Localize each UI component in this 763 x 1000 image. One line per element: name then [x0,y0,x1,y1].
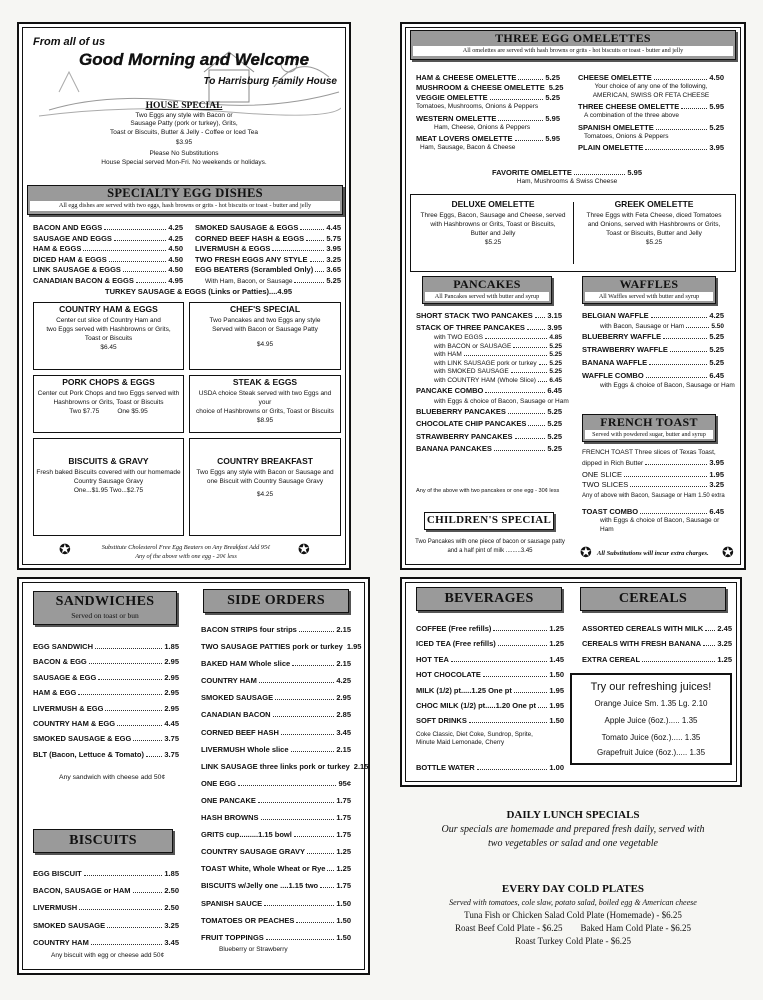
box-line: and Onions, served with Hashbrowns or Grits, [587,221,721,228]
lunch-line: Our specials are homemade and prepared fresh daily, served with [441,824,705,835]
menu-item: THREE CHEESE OMELETTE 5.95 [578,102,724,111]
pancakes-subtitle: All Pancakes served with butter and syrup [425,292,549,301]
box-line: Three Eggs with Feta Cheese, diced Tomatoes [586,212,722,219]
star-icon: ✪ [580,546,592,561]
box-price: $4.25 [256,491,274,498]
menu-item: HASH BROWNS 1.75 [201,813,351,823]
box-line: choice of Hashbrowns or Grits, Toast or Biscuits [196,408,334,415]
menu-item: HAM & CHEESE OMELETTE 5.25 [416,73,560,82]
steak-eggs-box [189,375,341,433]
greek-omelette [576,198,732,268]
menu-item: COUNTRY HAM 3.45 [33,937,179,947]
box-price: $8.95 [256,417,274,424]
menu-item: STRAWBERRY WAFFLE 5.25 [582,345,724,355]
menu-item: ICED TEA (Free refills) 1.25 [416,639,564,649]
menu-item: EGG SANDWICH 1.85 [33,642,179,651]
menu-item: BISCUITS w/Jelly one ....1.15 two 1.75 [201,881,351,891]
menu-item: CHOCOLATE CHIP PANCAKES 5.25 [416,419,562,429]
substitutions-note: All Substitutions will incur extra charges. [597,550,709,557]
menu-item: CEREALS WITH FRESH BANANA 3.25 [582,639,732,649]
box-line: one Biscuit with Country Sausage Gravy [206,478,324,485]
favorite-omelette [492,168,642,187]
biscuits-header [33,829,173,853]
box-line: Toast or Biscuits, Butter and Jelly [606,230,702,237]
specialty-left-list [33,223,183,287]
omelettes-right-list [578,73,724,153]
waffles-list [582,310,735,391]
menu-item: TOMATOES OR PEACHES 1.50 [201,915,351,925]
menu-item: BELGIAN WAFFLE 4.25 [582,311,724,320]
waffles-header [582,276,716,304]
omelettes-left-list [416,73,564,153]
house-special-line: Two Eggs any style with Bacon or [135,111,233,119]
box-title: STEAK & EGGS [232,377,298,387]
sandwiches-list [33,639,179,762]
juice-line: Apple Juice (6oz.)..... 1.35 [604,716,698,725]
lunch-title: DAILY LUNCH SPECIALS [506,809,640,821]
box-line: Fresh baked Biscuits covered with our homemade [36,469,181,476]
menu-item: SAUSAGE & EGG 2.95 [33,672,179,682]
box-price: One...$1.95 Two...$2.75 [73,487,144,494]
cold-plates [400,882,746,948]
box-line: Hashbrowns or Grits, Toast or Biscuits [53,399,164,406]
star-icon: ✪ [722,546,734,561]
menu-item: BACON AND EGGS 4.25 [33,223,183,232]
menu-item: SMOKED SAUSAGE 2.95 [201,693,351,703]
menu-item: PLAIN OMELETTE 3.95 [578,143,724,152]
side-orders-list [201,621,369,954]
menu-item: MEAT LOVERS OMELETTE 5.95 [416,134,560,143]
house-special-line: Toast or Biscuits, Butter & Jelly - Coffee or Iced Tea [110,128,258,136]
french-toast-title: FRENCH TOAST [600,415,698,429]
beverages-title: BEVERAGES [444,591,534,606]
box-title: COUNTRY HAM & EGGS [59,304,158,314]
sandwich-note: Any sandwich with cheese add 50¢ [59,774,166,781]
menu-item: BACON STRIPS four strips 2.15 [201,625,351,634]
beverages-panel [400,577,742,787]
item-desc: Tomatoes, Onions & Peppers [584,132,669,140]
box-line: with Hashbrowns or Grits, Toast or Biscuits, [430,221,556,228]
menu-item: BLT (Bacon, Lettuce & Tomato) 3.75 [33,749,179,759]
menu-item: TOAST COMBO 6.45 [582,507,724,517]
box-title: COUNTRY BREAKFAST [217,456,313,466]
menu-item: BANANA PANCAKES 5.25 [416,443,562,453]
menu-item: TWO FRESH EGGS ANY STYLE 3.25 [195,254,341,264]
box-line: Butter and Jelly [470,230,516,237]
side-orders-title: SIDE ORDERS [227,593,325,608]
item-note: Any of above with Bacon, Sausage or Ham 1.50 extra [582,492,725,499]
menu-item: LIVERMUSH & EGG 2.95 [33,703,179,713]
beverages-list [416,621,564,729]
menu-item: WAFFLE COMBO 6.45 [582,370,724,380]
menu-item: LIVERMUSH & EGGS 3.95 [195,244,341,254]
divider [573,202,574,264]
box-title: CHEF'S SPECIAL [229,304,301,314]
menu-item: COUNTRY HAM & EGG 4.45 [33,719,179,729]
biscuits-title: BISCUITS [69,833,137,848]
box-price: $4.95 [256,341,274,348]
menu-item: with HAM 5.25 [434,351,562,359]
menu-item: GRITS cup.........1.15 bowl 1.75 [201,830,351,840]
menu-item: HAM & EGG 2.95 [33,688,179,698]
menu-item: VEGGIE OMELETTE 5.25 [416,93,560,102]
menu-item: TWO SLICES 3.25 [582,480,724,490]
menu-item: With Ham, Bacon, or Sausage 5.25 [205,275,341,285]
juice-line: Tomato Juice (6oz.)..... 1.35 [601,733,701,742]
menu-item: with BACON or SAUSAGE 5.25 [434,342,562,350]
item-desc: Ham, Mushrooms & Swiss Cheese [516,178,618,185]
omelettes-title: THREE EGG OMELETTES [495,31,651,45]
menu-item: CANADIAN BACON & EGGS 4.95 [33,275,183,285]
menu-item: CHOC MILK (1/2) pt.....1.20 One pt 1.95 [416,701,564,711]
bottle-water [416,763,564,774]
side-orders-header [203,589,349,613]
box-line: Center cut slice of Country Ham and [56,317,161,324]
specialty-subtitle: All egg dishes are served with two eggs, hash browns or grits - hot biscuits or toast - butter and jelly [30,201,340,211]
pancakes-header [422,276,552,304]
menu-item: ONE EGG 95¢ [201,778,351,788]
waffles-subtitle: All Waffles served with butter and syrup [585,292,713,301]
menu-item: dipped in Rich Butter 3.95 [582,458,724,468]
menu-item: SPANISH OMELETTE 5.25 [578,122,724,132]
house-special-note: Please No Substitutions [149,149,219,157]
menu-item: SMOKED SAUSAGE 3.25 [33,920,179,930]
menu-item: ASSORTED CEREALS WITH MILK 2.45 [582,624,732,633]
french-toast-subtitle: Served with powdered sugar, butter and syrup [585,430,713,439]
juices-title: Try our refreshing juices! [590,681,712,693]
box-price: $5.25 [645,239,663,246]
lunch-specials [400,808,746,851]
menu-item: SPANISH SAUCE 1.50 [201,898,351,908]
menu-item: with Eggs & choice of Bacon, Sausage or Ham [434,397,569,405]
waffles-title: WAFFLES [619,277,679,291]
house-special-price: $3.95 [175,139,193,147]
menu-item: FRUIT TOPPINGS 1.50 [201,932,351,942]
box-line: USDA choice Steak served with two Eggs and your [198,390,332,406]
cereals-title: CEREALS [618,591,688,606]
childrens-line: Two Pancakes with one piece of bacon or sausage patty [415,539,565,545]
house-special-title: HOUSE SPECIAL [145,101,223,111]
sandwiches-subtitle: Served on toast or bun [71,611,139,620]
menu-item: HAM & EGGS 4.50 [33,244,183,254]
box-line: two Eggs served with Hashbrowns or Grits, [46,326,171,333]
house-special [99,102,269,167]
box-line: Country Sausage Gravy [73,478,144,485]
breakfast-panel [17,22,351,570]
menu-item: SMOKED SAUSAGE & EGGS 4.45 [195,223,341,232]
menu-item: BOTTLE WATER 1.00 [416,763,564,772]
star-icon: ✪ [298,543,310,558]
biscuit-note: Any biscuit with egg or cheese add 50¢ [51,952,165,959]
menu-item: BAKED HAM Whole slice 2.15 [201,659,351,669]
box-title: PORK CHOPS & EGGS [62,377,155,387]
juice-line: Orange Juice Sm. 1.35 Lg. 2.10 [594,699,708,708]
french-toast-header [582,414,716,442]
soft-drinks-desc: Coke Classic, Diet Coke, Sundrop, Sprite, Minute Maid Lemonade, Cherry [416,731,533,746]
menu-item: ONE PANCAKE 1.75 [201,795,351,805]
menu-item: STACK OF THREE PANCAKES 3.95 [416,323,562,333]
menu-item: with TWO EGGS 4.85 [434,334,562,342]
beverages-header [416,587,562,611]
menu-item: DICED HAM & EGGS 4.50 [33,254,183,264]
menu-item: LIVERMUSH 2.50 [33,903,179,913]
menu-item: BLUEBERRY WAFFLE 5.25 [582,332,724,342]
omelettes-subtitle: All omelettes are served with hash browns or grits - hot biscuits or toast - butter and jelly [413,46,733,56]
omelettes-header [410,30,736,60]
menu-item: with Bacon, Sausage or Ham 5.50 [600,322,724,330]
menu-item: CORNED BEEF HASH & EGGS 5.75 [195,233,341,243]
house-special-note: House Special served Mon-Fri. No weekends or holidays. [101,158,267,166]
specialty-right-list [195,223,341,288]
menu-item: LINK SAUSAGE three links pork or turkey 2.15 [201,761,369,771]
menu-item: EGG BISCUIT 1.85 [33,869,179,878]
menu-item: HOT CHOCOLATE 1.50 [416,670,564,680]
country-ham-box [33,302,184,370]
menu-item: STRAWBERRY PANCAKES 5.25 [416,431,562,441]
menu-item: MUSHROOM & CHEESE OMELETTE 5.25 [416,83,564,92]
header-from: From all of us [33,36,106,48]
cold-line: Served with tomatoes, cole slaw, potato salad, boiled egg & American cheese [449,898,697,907]
box-line: Served with Bacon or Sausage Patty [212,326,318,333]
menu-item: BACON & EGG 2.95 [33,657,179,667]
country-breakfast-box [189,438,341,536]
left-footer [77,543,295,561]
box-line: Three Eggs, Bacon, Sausage and Cheese, served [420,212,566,219]
biscuits-gravy-box [33,438,184,536]
deluxe-omelette [416,198,570,268]
menu-item: SAUSAGE AND EGGS 4.25 [33,233,183,243]
item-desc: A combination of the three above [584,112,680,119]
menu-item: SOFT DRINKS 1.50 [416,716,564,726]
menu-item: HOT TEA 1.45 [416,654,564,664]
menu-item: CORNED BEEF HASH 3.45 [201,727,351,737]
header-greeting: Good Morning and Welcome [79,50,310,69]
box-price: $5.25 [484,239,502,246]
menu-item: COUNTRY SAUSAGE GRAVY 1.25 [201,847,351,857]
menu-item: BACON, SAUSAGE or HAM 2.50 [33,886,179,896]
menu-item: SHORT STACK TWO PANCAKES 3.15 [416,311,562,320]
item-desc: Your choice of any one of the following, AMERICAN, SWISS OR FETA CHEESE [592,83,710,99]
omelettes-panel [400,22,746,570]
menu-item: EXTRA CEREAL 1.25 [582,654,732,664]
menu-item: COFFEE (Free refills) 1.25 [416,624,564,633]
menu-item: with COUNTRY HAM (Whole Slice) 6.45 [434,376,562,384]
item-desc: Ham, Cheese, Onions & Peppers [434,123,531,131]
childrens-desc [410,538,570,556]
item-desc: with Eggs & choice of Bacon, Sausage or Ham [600,517,720,533]
specialty-title: SPECIALTY EGG DISHES [107,186,263,200]
menu-item: COUNTRY HAM 4.25 [201,676,351,686]
item-desc: Ham, Sausage, Bacon & Cheese [420,144,516,151]
cold-title: EVERY DAY COLD PLATES [501,883,645,895]
turkey-sausage-line: TURKEY SAUSAGE & EGGS (Links or Patties)....4.95 [105,287,292,296]
childrens-title: CHILDREN'S SPECIAL [426,514,552,526]
menu-item: TWO SAUSAGE PATTIES pork or turkey 1.95 [201,642,362,652]
header-to: To Harrisburg Family House [203,76,337,87]
chefs-special-box [189,302,341,370]
footer-line: Any of the above with one egg - 20¢ less [135,553,237,560]
menu-item: TOAST White, Whole Wheat or Rye 1.25 [201,864,351,874]
juice-line: Grapefruit Juice (6oz.)..... 1.35 [596,748,706,757]
box-line: Two Pancakes and two Eggs any style [209,317,321,324]
menu-item: Blueberry or Strawberry [219,945,288,953]
lunch-line: two vegetables or salad and one vegetable [488,838,658,849]
pancakes-title: PANCAKES [453,277,521,291]
menu-item: LIVERMUSH Whole slice 2.15 [201,744,351,754]
menu-item: LINK SAUSAGE & EGGS 4.50 [33,265,183,275]
pancakes-note: Any of the above with two pancakes or one egg - 30¢ less [416,488,560,494]
menu-item: BANANA WAFFLE 5.25 [582,357,724,367]
cereals-list [582,621,732,667]
star-icon: ✪ [59,543,71,558]
sandwiches-header [33,591,177,625]
childrens-line: and a half pint of milk .........3.45 [447,548,533,554]
box-line: Toast or Biscuits [84,335,133,342]
menu-item: PANCAKE COMBO 6.45 [416,386,562,396]
box-line: Two Eggs any style with Bacon or Sausage and [196,469,334,476]
menu-item: with LINK SAUSAGE pork or turkey 5.25 [434,359,562,367]
menu-item: with SMOKED SAUSAGE 5.25 [434,368,562,376]
cereals-header [580,587,726,611]
cold-line: Roast Turkey Cold Plate - $6.25 [514,936,631,946]
cold-line: Tuna Fish or Chicken Salad Cold Plate (Homemade) - $6.25 [464,910,682,920]
menu-item: CHEESE OMELETTE 4.50 [578,73,724,82]
menu-item: WESTERN OMELETTE 5.95 [416,113,560,123]
box-title: DELUXE OMELETTE [451,199,535,209]
menu-item: CANADIAN BACON 2.85 [201,710,351,720]
box-line: Center cut Pork Chops and two Eggs served with [37,390,180,397]
french-toast-list [582,448,724,534]
box-price: $6.45 [100,344,117,351]
menu-item: MILK (1/2) pt.....1.25 One pt 1.95 [416,685,564,695]
menu-item: FRENCH TOAST Three slices of Texas Toast, [582,449,716,456]
biscuits-list [33,865,179,951]
footer-line: Substitute Cholesterol Free Egg Beaters on Any Breakfast Add 95¢ [101,544,271,551]
menu-item: with Eggs & choice of Bacon, Sausage or Ham [600,382,735,390]
menu-item: EGG BEATERS (Scrambled Only) 3.65 [195,265,341,275]
childrens-header [424,512,554,530]
menu-item: SMOKED SAUSAGE & EGG 3.75 [33,734,179,744]
specialty-egg-dishes-header [27,185,343,215]
box-title: BISCUITS & GRAVY [68,456,149,466]
juices-box [570,673,732,765]
pancakes-list [416,310,569,455]
sandwiches-title: SANDWICHES [55,594,155,609]
menu-item: ONE SLICE 1.95 [582,469,724,479]
lunch-sides-panel [17,577,370,975]
menu-item: FAVORITE OMELETTE 5.95 [492,168,642,177]
item-desc: Tomatoes, Mushrooms, Onions & Peppers [416,103,539,110]
house-special-line: Sausage Patty (pork or turkey), Grits, [130,120,238,128]
menu-item: BLUEBERRY PANCAKES 5.25 [416,407,562,417]
box-title: GREEK OMELETTE [614,199,694,209]
box-price: Two $7.75 One $5.95 [69,408,148,415]
pork-chops-box [33,375,184,433]
cold-line: Roast Beef Cold Plate - $6.25 Baked Ham Cold Plate - $6.25 [455,923,691,933]
